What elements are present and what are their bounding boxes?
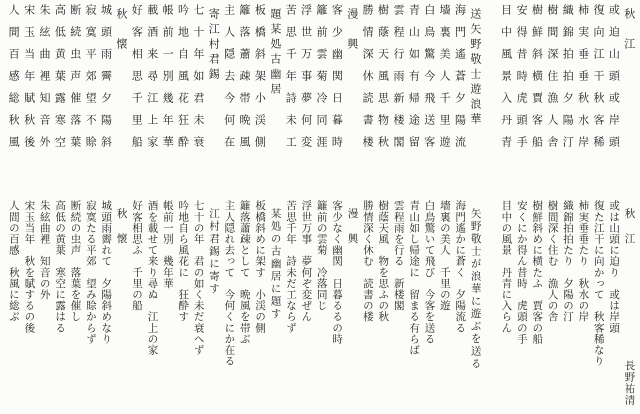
poem-title: 寄江村君錫 [207, 8, 221, 83]
poem-title: 秋 懐 [115, 208, 128, 246]
reading-column [52, 200, 67, 410]
verse-line: 樹蔭天風思物秋 [376, 4, 390, 158]
original-column [345, 4, 360, 190]
verse-line: 或は山頭に迫り 或は岸頭 [608, 200, 621, 334]
original-column [191, 4, 206, 190]
reading-column [314, 200, 329, 410]
reading-column [160, 200, 175, 410]
verse-line: 宋玉当年賦秋後 [22, 4, 36, 158]
original-column [52, 4, 67, 190]
author-name: 長野祐清 [623, 360, 636, 406]
verse-line: 柿実垂垂秋水岸 [576, 4, 590, 158]
verse-line: 帳前一別 幾年華 [161, 200, 174, 289]
reading-column [360, 200, 375, 410]
verse-line: 主人隠れ去って 今何くにか在る [223, 200, 236, 367]
reading-column [483, 200, 498, 410]
original-column [221, 4, 236, 190]
reading-column [545, 200, 560, 410]
verse-line: 好客相思ふ 千里の船 [131, 200, 144, 311]
verse-line: 寂寞平郊望不賒 [84, 4, 98, 158]
reading-column [37, 200, 52, 410]
verse-line: 海門遙かに蒼く 夕陽流る [454, 200, 467, 334]
original-column [283, 4, 298, 190]
reading-column [298, 200, 313, 410]
reading-column [98, 200, 113, 410]
original-column [298, 4, 313, 190]
poem-title: 送矢野敬士遊浪華 [468, 8, 482, 128]
reading-column [129, 200, 144, 410]
reading-column [6, 200, 21, 410]
reading-column [191, 200, 206, 410]
original-column [83, 4, 98, 190]
reading-column [206, 200, 221, 410]
original-column [6, 4, 21, 190]
original-column [452, 4, 467, 190]
verse-line: 復向江干秋客稀 [592, 4, 606, 158]
poem-title: 漫 興 [346, 208, 359, 246]
verse-line: 好客相思千里船 [130, 4, 144, 158]
reading-column [237, 200, 252, 410]
poem-title: 漫 興 [345, 8, 359, 53]
original-column [391, 4, 406, 190]
poem-title: 秋 江 [623, 208, 636, 246]
verse-line: 断続の虫声 落葉を催し [69, 200, 82, 323]
reading-column [406, 200, 421, 410]
poem-title: 矢野敬士が浪華に遊ぶを送る [469, 208, 482, 371]
verse-line: 籬落蕭疎帯晩風 [238, 4, 252, 158]
verse-line: 朱絃曲裡知音外 [37, 4, 51, 158]
verse-line: 柿実垂垂たり 秋水の岸 [577, 200, 590, 323]
reading-column [21, 200, 36, 410]
reading-column [221, 200, 236, 410]
original-column [160, 4, 175, 190]
reading-column [114, 200, 129, 410]
verse-line: 織錦拍拍夕陽汀 [561, 4, 575, 158]
original-column [252, 4, 267, 190]
reading-column [452, 200, 467, 410]
original-column [422, 4, 437, 190]
verse-line: 高低黄葉露寒空 [53, 4, 67, 158]
verse-line: 七十の年 君の如く未だ衰へず [192, 200, 205, 356]
verse-line: 織錦拍拍たり 夕陽の汀 [561, 200, 574, 323]
verse-line: 浮世万事夢何変 [299, 4, 313, 158]
verse-line: 青山如有帰途留 [407, 4, 421, 158]
original-column [575, 4, 590, 190]
original-column [360, 4, 375, 190]
original-column [498, 4, 513, 190]
original-column [468, 4, 483, 190]
original-column [591, 4, 606, 190]
original-text-band [0, 4, 640, 190]
original-column [406, 4, 421, 190]
reading-column [560, 200, 575, 410]
verse-line: 宋玉当年 秋を賦するの後 [23, 200, 36, 334]
original-column [483, 4, 498, 190]
reading-column [575, 200, 590, 410]
verse-line: 籬落蕭疎として 晩風を帯ぶ [238, 200, 251, 345]
verse-line: 朱絃曲裡 知音の外 [38, 200, 51, 300]
verse-line: 寂寞たる平郊 望み賒からず [84, 200, 97, 345]
verse-line: 酒を載せて来り尋ぬ 江上の家 [146, 200, 159, 356]
poem-title: 秋 懐 [114, 8, 128, 53]
reading-column [345, 200, 360, 410]
verse-line: 或迫山頭或岸頭 [607, 4, 621, 158]
verse-line: 雲程行雨新楼閣 [391, 4, 405, 158]
verse-line: 籬前の雲菊 冷落同じ [315, 200, 328, 311]
reading-column [391, 200, 406, 410]
original-column [206, 4, 221, 190]
reading-column [514, 200, 529, 410]
reading-column [375, 200, 390, 410]
verse-line: 城頭雨霽れて 夕陽斜めなり [100, 200, 113, 345]
verse-line: 白鳥驚いて飛び 今客を送る [423, 200, 436, 345]
original-column [68, 4, 83, 190]
original-column [606, 4, 621, 190]
verse-line: 墻裏の美人 千里の遊 [438, 200, 451, 311]
reading-column [437, 200, 452, 410]
reading-column [252, 200, 267, 410]
poem-title: 某処の古幽居に題す [269, 208, 282, 321]
reading-column [268, 200, 283, 410]
original-column [175, 4, 190, 190]
verse-line: 復た江干に向かって 秋客稀なり [592, 200, 605, 367]
original-column [268, 4, 283, 190]
original-column [98, 4, 113, 190]
verse-line: 板橋斜架小渓側 [253, 4, 267, 158]
verse-line: 籬前雲菊冷同涯 [314, 4, 328, 158]
reading-column [68, 200, 83, 410]
reading-column [83, 200, 98, 410]
verse-line: 高低の黄葉 寒空に露はる [54, 200, 67, 334]
verse-line: 安得昔時虎頭手 [515, 4, 529, 158]
poem-title: 題某処古幽居 [268, 8, 282, 98]
verse-line: 海門遙蒼夕陽流 [453, 4, 467, 158]
original-column [622, 4, 637, 190]
verse-line: 苦思千年詩未工 [284, 4, 298, 158]
verse-line: 吟地自ら風花に 狂酔す [177, 200, 190, 323]
verse-line: 安くにか得ん昔時 虎頭の手 [515, 200, 528, 345]
verse-line: 白鳥驚今飛送客 [422, 4, 436, 158]
reading-column [422, 200, 437, 410]
verse-line: 目中風景入丹青 [499, 4, 513, 158]
reading-column [329, 200, 344, 410]
verse-line: 雲程雨を行る 新楼閣 [392, 200, 405, 311]
verse-line: 目中の風景 丹青に入らん [500, 200, 513, 334]
reading-text-band [0, 200, 640, 410]
reading-column [591, 200, 606, 410]
original-column [529, 4, 544, 190]
reading-column [529, 200, 544, 410]
verse-line: 樹間深く住む 漁人の舎 [546, 200, 559, 323]
verse-line: 勝情深く休む 読書の楼 [361, 200, 374, 323]
verse-line: 樹鮮斜横賈客船 [530, 4, 544, 158]
verse-line: 樹間深住漁人舎 [545, 4, 559, 158]
verse-line: 樹蔭天風 物を思ふの秋 [377, 200, 390, 323]
verse-line: 青山如し帰途に 留まる有らば [408, 200, 421, 356]
verse-line: 勝情深休読書楼 [361, 4, 375, 158]
reading-column [622, 200, 637, 410]
original-column [375, 4, 390, 190]
verse-line: 板橋斜めに架す 小渓の側 [254, 200, 267, 334]
verse-line: 苦思千年 詩未だ工ならず [284, 200, 297, 334]
original-column [437, 4, 452, 190]
verse-line: 人間の百感 秋風に総ぶ [7, 200, 20, 323]
poem-title: 秋 江 [622, 8, 636, 53]
reading-column [175, 200, 190, 410]
reading-column [498, 200, 513, 410]
original-column [560, 4, 575, 190]
original-column [37, 4, 52, 190]
original-column [129, 4, 144, 190]
original-column [237, 4, 252, 190]
original-column [145, 4, 160, 190]
verse-line: 客少なく幽関 日暮るるの時 [331, 200, 344, 345]
verse-line: 断続虫声催落葉 [68, 4, 82, 158]
verse-line: 樹鮮斜めに横たふ 賈客の船 [531, 200, 544, 345]
original-column [329, 4, 344, 190]
verse-line: 帳前一別幾年華 [161, 4, 175, 158]
original-column [514, 4, 529, 190]
original-column [114, 4, 129, 190]
verse-line: 城頭雨霽夕陽斜 [99, 4, 113, 158]
verse-line: 載酒来尋江上家 [145, 4, 159, 158]
original-column [314, 4, 329, 190]
verse-line: 墻裏美人千里遊 [438, 4, 452, 158]
verse-line: 主人隠去今何在 [222, 4, 236, 158]
verse-line: 浮世万事 夢何ぞ変ぜん [300, 200, 313, 323]
verse-line: 人間百感総秋風 [7, 4, 21, 158]
reading-column [145, 200, 160, 410]
verse-line: 客少幽関日暮時 [330, 4, 344, 158]
original-column [545, 4, 560, 190]
reading-column [468, 200, 483, 410]
verse-line: 吟地自風花狂酔 [176, 4, 190, 158]
reading-column [283, 200, 298, 410]
poem-title: 江村君錫に寄す [208, 208, 220, 296]
reading-column [606, 200, 621, 410]
original-column [21, 4, 36, 190]
verse-line: 七十年如君未衰 [191, 4, 205, 158]
